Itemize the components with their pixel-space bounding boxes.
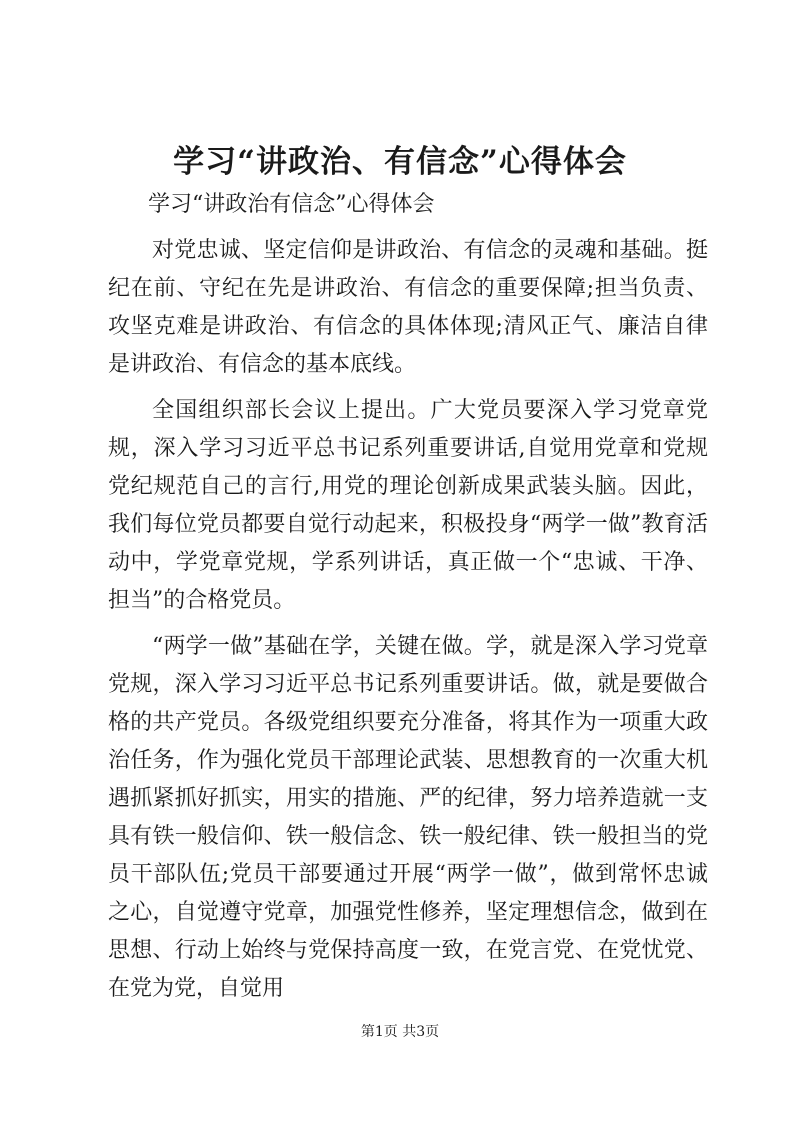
document-title: 学习“讲政治、有信念”心得体会	[173, 144, 627, 180]
page-footer: 第1页 共3页	[360, 1024, 440, 1040]
document-subtitle: 学习“讲政治有信念”心得体会	[148, 192, 435, 217]
paragraph-2: 全国组织部长会议上提出。广大党员要深入学习党章党规，深入学习习近平总书记系列重要讲话,自觉用党章和党规党纪规范自己的言行,用党的理论创新成果武装头脑。因此，我们每位党员都要自觉行动起来，积极投身“两学一做”教育活动中，学党章党规，学系列讲话，真正做一个“忠诚、干净、担当”的合格党员。	[108, 398, 708, 613]
document-body	[108, 186, 708, 1008]
paragraph-1: 对党忠诚、坚定信仰是讲政治、有信念的灵魂和基础。挺纪在前、守纪在先是讲政治、有信念的重要保障;担当负责、攻坚克难是讲政治、有信念的具体体现;清风正气、廉洁自律是讲政治、有信念的基本底线。	[108, 238, 708, 377]
paragraph-3: “两学一做”基础在学，关键在做。学，就是深入学习党章党规，深入学习习近平总书记系列重要讲话。做，就是要做合格的共产党员。各级党组织要充分准备，将其作为一项重大政治任务，作为强化党员干部理论武装、思想教育的一次重大机遇抓紧抓好抓实，用实的措施、严的纪律，努力培养造就一支具有铁一般信仰、铁一般信念、铁一般纪律、铁一般担当的党员干部队伍;党员干部要通过开展“两学一做”，做到常怀忠诚之心，自觉遵守党章，加强党性修养，坚定理想信念，做到在思想、行动上始终与党保持高度一致，在党言党、在党忧党、在党为党，自觉用	[108, 634, 708, 1001]
